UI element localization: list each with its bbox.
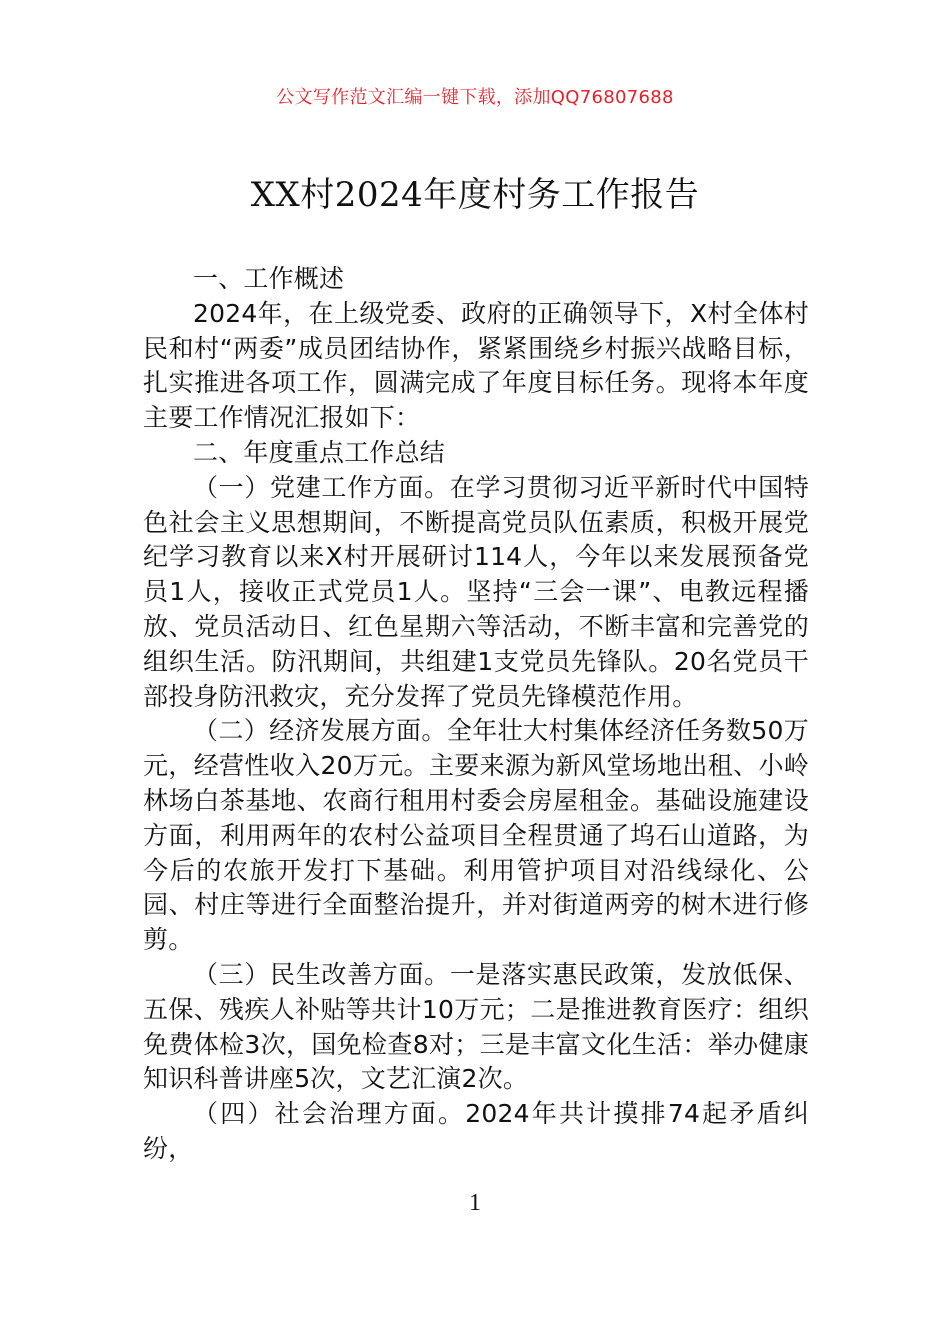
paragraph-social-governance: （四）社会治理方面。2024年共计摸排74起矛盾纠纷， [143, 1099, 809, 1163]
download-watermark: 公文写作范文汇编一键下载，添加QQ76807688 [276, 87, 674, 108]
section-heading-overview: 一、工作概述 [193, 264, 345, 293]
page-number: 1 [469, 1190, 481, 1216]
document-title: XX村2024年度村务工作报告 [250, 175, 700, 215]
paragraph-livelihood: （三）民生改善方面。一是落实惠民政策，发放低保、五保、残疾人补贴等共计10万元；二是推进教育医疗：组织免费体检3次，国免检查8对；三是丰富文化生活：举办健康知识科普讲座5次，文艺汇演2次。 [143, 959, 809, 1094]
document-body [143, 262, 809, 1167]
paragraph-overview: 2024年，在上级党委、政府的正确领导下，X村全体村民和村“两委”成员团结协作，紧紧围绕乡村振兴战略目标，扎实推进各项工作，圆满完成了年度目标任务。现将本年度主要工作情况汇报如下： [143, 298, 809, 433]
paragraph-economic-development: （二）经济发展方面。全年壮大村集体经济任务数50万元，经营性收入20万元。主要来源为新风堂场地出租、小岭林场白茶基地、农商行租用村委会房屋租金。基础设施建设方面，利用两年的农村公益项目全程贯通了坞石山道路，为今后的农旅开发打下基础。利用管护项目对沿线绿化、公园、村庄等进行全面整治提升，并对街道两旁的树木进行修剪。 [143, 716, 809, 955]
paragraph-party-building: （一）党建工作方面。在学习贯彻习近平新时代中国特色社会主义思想期间，不断提高党员队伍素质，积极开展党纪学习教育以来X村开展研讨114人，今年以来发展预备党员1人，接收正式党员1人。坚持“三会一课”、电教远程播放、党员活动日、红色星期六等活动，不断丰富和完善党的组织生活。防汛期间，共组建1支党员先锋队。20名党员干部投身防汛救灾，充分发挥了党员先锋模范作用。 [143, 472, 809, 711]
section-heading-summary: 二、年度重点工作总结 [193, 437, 446, 467]
